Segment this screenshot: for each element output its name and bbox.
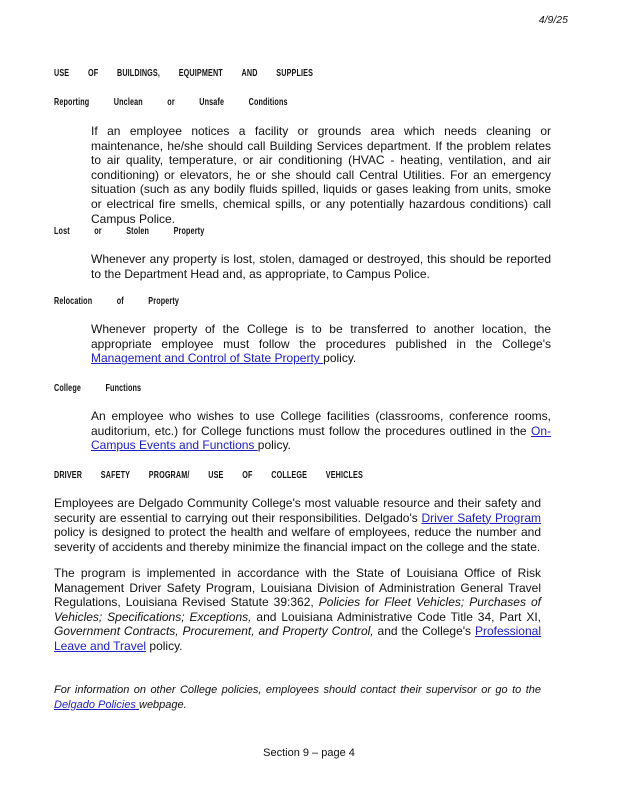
page-footer: Section 9 – page 4	[263, 747, 355, 759]
driver-safety-program-link[interactable]: Driver Safety Program	[421, 510, 542, 525]
section-heading-driver-safety: DRIVER SAFETY PROGRAM/ USE OF COLLEGE VEHICLES	[54, 470, 363, 481]
management-control-state-property-link[interactable]: Management and Control of State Property	[91, 351, 324, 366]
lost-property-paragraph: Whenever any property is lost, stolen, damaged or destroyed, this should be reported to the Department Head and, as appropriate, to Campus Police.	[91, 252, 551, 281]
subheading-relocation: Relocation of Property	[54, 296, 180, 307]
reporting-paragraph: If an employee notices a facility or grounds area which needs cleaning or maintenance, he/she should call Building Services department. If the problem relates to air quality, temperature, or air conditioning (HVAC - heating, ventilation, and air conditioning) or elevators, he or she should call Central Utilities. For an emergency situation (such as any bodily fluids spilled, liquids or gases leaking from units, smoke or electrical fire smells, chemical spills, or any potentially hazardous conditions) call Campus Police.	[91, 124, 551, 226]
college-functions-paragraph: An employee who wishes to use College facilities (classrooms, conference rooms, auditorium, etc.) for College functions must follow the procedures outlined in the On-Campus Events and Functions policy.	[91, 409, 551, 453]
professional-leave-travel-link[interactable]: Professional Leave and Travel	[54, 624, 541, 653]
relocation-paragraph: Whenever property of the College is to be transferred to another location, the appropriate employee must follow the procedures published in the College's Management and Control of State Property policy.	[91, 322, 551, 366]
driver-safety-paragraph-1: Employees are Delgado Community College's most valuable resource and their safety and security are essential to carrying out their responsibilities. Delgado's Driver Safety Program policy is designed to protect the health and welfare of employees, reduce the number and severity of accidents and thereby minimize the financial impact on the college and the state.	[54, 496, 542, 554]
driver-safety-paragraph-2: The program is implemented in accordance with the State of Louisiana Office of Risk Management Driver Safety Program, Louisiana Division of Administration General Travel Regulations, Louisiana Revised Statute 39:362, Policies for Fleet Vehicles; Purchases of Vehicles; Specifications; Exceptions, and Louisiana Administrative Code Title 34, Part XI, Government Contracts, Procurement, and Property Control, and the College's Professional Leave and Travel policy.	[54, 566, 542, 653]
delgado-policies-link[interactable]: Delgado Policies	[54, 699, 139, 711]
subheading-college-functions: College Functions	[54, 383, 142, 394]
page-date: 4/9/25	[538, 14, 568, 26]
policies-info-paragraph: For information on other College policies, employees should contact their supervisor or go to the Delgado Policies webpage.	[54, 684, 541, 711]
subheading-lost-property: Lost or Stolen Property	[54, 226, 205, 237]
subheading-reporting: Reporting Unclean or Unsafe Conditions	[54, 97, 288, 108]
section-heading-use-of-buildings: USE OF BUILDINGS, EQUIPMENT AND SUPPLIES	[54, 68, 314, 79]
on-campus-events-link[interactable]: On-Campus Events and Functions	[91, 423, 551, 453]
